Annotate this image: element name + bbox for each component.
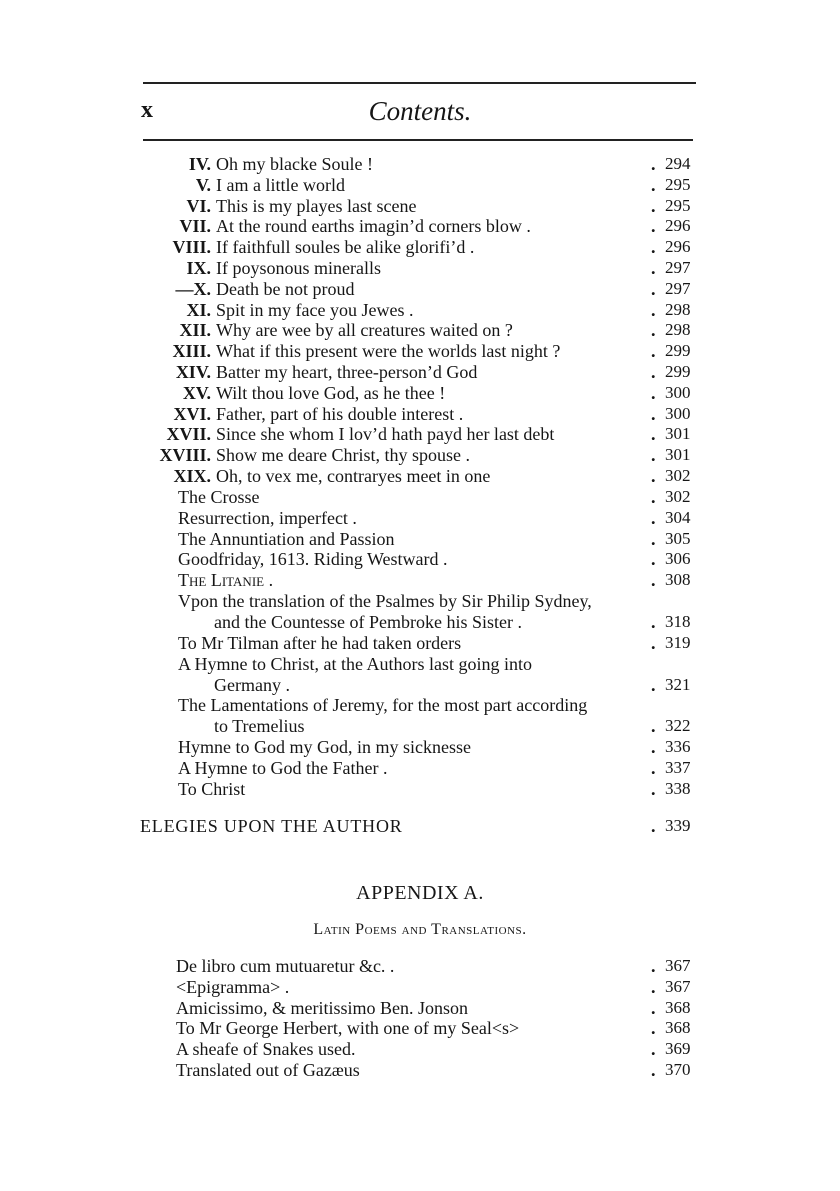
entry-page: 296 [665,237,691,257]
toc-entry [178,507,705,529]
entry-continuation: to Tremelius [214,716,305,737]
toc-entry [159,444,705,466]
entry-page: 305 [665,528,691,548]
entry-continuation: Germany . [214,674,290,695]
entry-page: 301 [665,424,691,444]
entry-page: 369 [665,1039,691,1059]
leader-dot: . [651,258,656,278]
leader-dot: . [651,445,656,466]
entry-page: 319 [665,632,691,652]
toc-entry [178,757,705,779]
entry-page: 301 [665,445,691,465]
entry-page: 308 [665,570,691,590]
toc-entry [178,653,705,675]
entry-title: If poysonous mineralls [216,258,381,278]
entry-page: 295 [665,174,691,194]
leader-dot: . [651,174,656,195]
entry-title: Amicissimo, & meritissimo Ben. Jonson [176,997,469,1018]
leader-dot: . [651,320,656,341]
toc-entry [182,382,705,404]
toc-entry [178,736,705,758]
entry-title: Father, part of his double interest . [216,403,464,424]
entry-page: 298 [665,320,691,340]
entry-title: To Christ [178,778,246,799]
entry-page: 318 [665,612,691,631]
toc-entry [178,694,705,716]
leader-dot: . [651,362,656,382]
toc-entry [178,486,705,508]
entry-page: 367 [665,976,691,996]
toc-entry [172,236,705,258]
entry-number: XVII. [166,424,211,445]
toc-entry [140,815,705,837]
entry-title: De libro cum mutuaretur &c. . [176,956,395,976]
toc-entry [176,1017,705,1039]
leader-dot: . [651,341,656,362]
entry-title: Batter my heart, three-person’d God [216,362,478,382]
entry-title: Oh my blacke Soule ! [216,154,373,174]
toc-entry [178,590,705,612]
appendix-title: APPENDIX A. [356,882,484,904]
toc-entry [179,215,705,237]
entry-page: 302 [665,487,691,506]
entry-page: 322 [665,716,691,736]
entry-number: IV. [188,154,211,174]
entry-number: VII. [179,216,211,237]
entry-title: Wilt thou love God, as he thee ! [216,382,446,403]
leader-dot: . [651,299,656,320]
toc-entry [178,569,705,591]
leader-dot: . [651,1018,656,1039]
leader-dot: . [651,195,656,216]
entry-title: Show me deare Christ, thy spouse . [216,445,470,466]
entry-title: Why are wee by all creatures waited on ? [216,320,513,341]
leader-dot: . [651,997,656,1018]
entry-title: The Litanie . [178,570,274,591]
top-rule [143,82,696,84]
leader-dot: . [651,424,656,445]
toc-entry [176,1059,705,1081]
leader-dot: . [651,278,656,299]
leader-dot: . [651,737,656,758]
entry-page: 296 [665,216,691,236]
entry-title: What if this present were the worlds last night ? [216,341,561,362]
entry-title: Resurrection, imperfect . [178,507,357,528]
entry-number: XIV. [175,362,211,382]
entry-page: 338 [665,778,691,798]
entry-number: XVI. [173,403,211,424]
toc-entry [166,423,705,445]
entry-page: 370 [665,1060,691,1079]
toc-entry [178,548,705,570]
entry-title: The Crosse [178,487,260,507]
entry-title: The Lamentations of Jeremy, for the most part according [178,695,588,716]
entry-number: IX. [186,258,211,278]
entry-page: 368 [665,997,691,1017]
entry-number: XII. [179,320,211,341]
entry-number: XIII. [172,341,211,362]
leader-dot: . [651,816,656,836]
entry-number: —X. [175,278,211,299]
entry-page: 295 [665,195,691,215]
page-number: x [141,97,153,123]
entry-page: 300 [665,382,691,402]
entry-title: If faithfull soules be alike glorifi’d . [216,237,475,258]
entry-title: A Hymne to Christ, at the Authors last going into [178,653,532,674]
leader-dot: . [651,674,656,695]
leader-dot: . [651,632,656,653]
entry-title: Spit in my face you Jewes . [216,299,414,320]
entry-title: Death be not proud [216,278,355,299]
entry-title: ELEGIES UPON THE AUTHOR [140,816,403,836]
leader-dot: . [651,403,656,424]
leader-dot: . [651,716,656,737]
toc-entry [178,778,705,800]
entry-page: 294 [665,154,691,173]
leader-dot: . [651,528,656,549]
entry-page: 367 [665,956,691,975]
entry-continuation: and the Countesse of Pembroke his Sister . [214,612,522,632]
leader-dot: . [651,487,656,507]
header-rule [143,139,693,141]
entry-page: 368 [665,1018,691,1038]
toc-entry [188,153,705,175]
entry-title: Vpon the translation of the Psalmes by Sir Philip Sydney, [178,591,592,611]
toc-entry [173,403,705,425]
entry-page: 321 [665,674,691,694]
entry-page: 297 [665,278,691,298]
entry-number: XVIII. [159,445,211,466]
entry-title: Translated out of Gazæus [176,1060,360,1080]
entry-page: 299 [665,341,691,361]
entry-page: 299 [665,362,691,381]
entry-title: To Mr Tilman after he had taken orders [178,632,462,653]
leader-dot: . [651,758,656,778]
leader-dot: . [651,507,656,528]
entry-page: 300 [665,403,691,423]
entry-title: Since she whom I lov’d hath payd her last debt [216,424,555,445]
entry-page: 339 [665,816,691,835]
toc-entry [178,632,705,654]
entry-title: I am a little world [216,174,345,195]
leader-dot: . [651,466,656,486]
toc-entry [186,299,705,321]
toc-entry [178,528,705,550]
entry-page: 337 [665,758,691,777]
entry-number: V. [195,174,211,195]
toc-entry [176,1038,705,1060]
appendix-subtitle: Latin Poems and Translations. [313,921,527,938]
toc-entry [186,195,705,217]
leader-dot: . [651,778,656,799]
entry-page: 306 [665,549,691,569]
toc-entry [195,174,705,196]
entry-title: Goodfriday, 1613. Riding Westward . [178,549,448,570]
leader-dot: . [651,570,656,591]
toc-entry [186,257,705,279]
entry-page: 297 [665,258,691,277]
entry-number: XI. [186,299,211,320]
entry-title: To Mr George Herbert, with one of my Seal<s> [176,1018,520,1039]
leader-dot: . [651,1060,656,1080]
running-head: Contents. [368,96,472,126]
leader-dot: . [651,154,656,174]
entry-title: The Annuntiation and Passion [178,528,395,549]
toc-entry [173,465,705,487]
leader-dot: . [651,956,656,976]
entry-page: 298 [665,299,691,319]
toc-entry [179,319,705,341]
entry-number: XIX. [173,466,211,486]
toc-entry [175,361,705,383]
toc-entry [176,955,705,977]
leader-dot: . [651,612,656,632]
leader-dot: . [651,549,656,570]
leader-dot: . [651,237,656,258]
entry-title: A Hymne to God the Father . [178,758,388,778]
leader-dot: . [651,976,656,997]
entry-title: Hymne to God my God, in my sicknesse [178,737,471,758]
toc-entry [176,976,705,998]
entry-page: 304 [665,507,691,527]
entry-number: VI. [186,195,211,216]
toc-entry [176,997,705,1019]
entry-title: This is my playes last scene [216,195,417,216]
entry-number: XV. [182,382,211,403]
toc-entry [172,340,705,362]
entry-page: 302 [665,466,691,485]
entry-title: Oh, to vex me, contraryes meet in one [216,466,491,486]
leader-dot: . [651,382,656,403]
entry-title: At the round earths imagin’d corners blow . [216,216,531,237]
entry-title: <Epigramma> . [176,976,290,997]
leader-dot: . [651,1039,656,1060]
entry-title: A sheafe of Snakes used. [176,1039,356,1060]
toc-entry [175,278,705,300]
entry-page: 336 [665,737,691,757]
entry-number: VIII. [172,237,211,258]
leader-dot: . [651,216,656,237]
